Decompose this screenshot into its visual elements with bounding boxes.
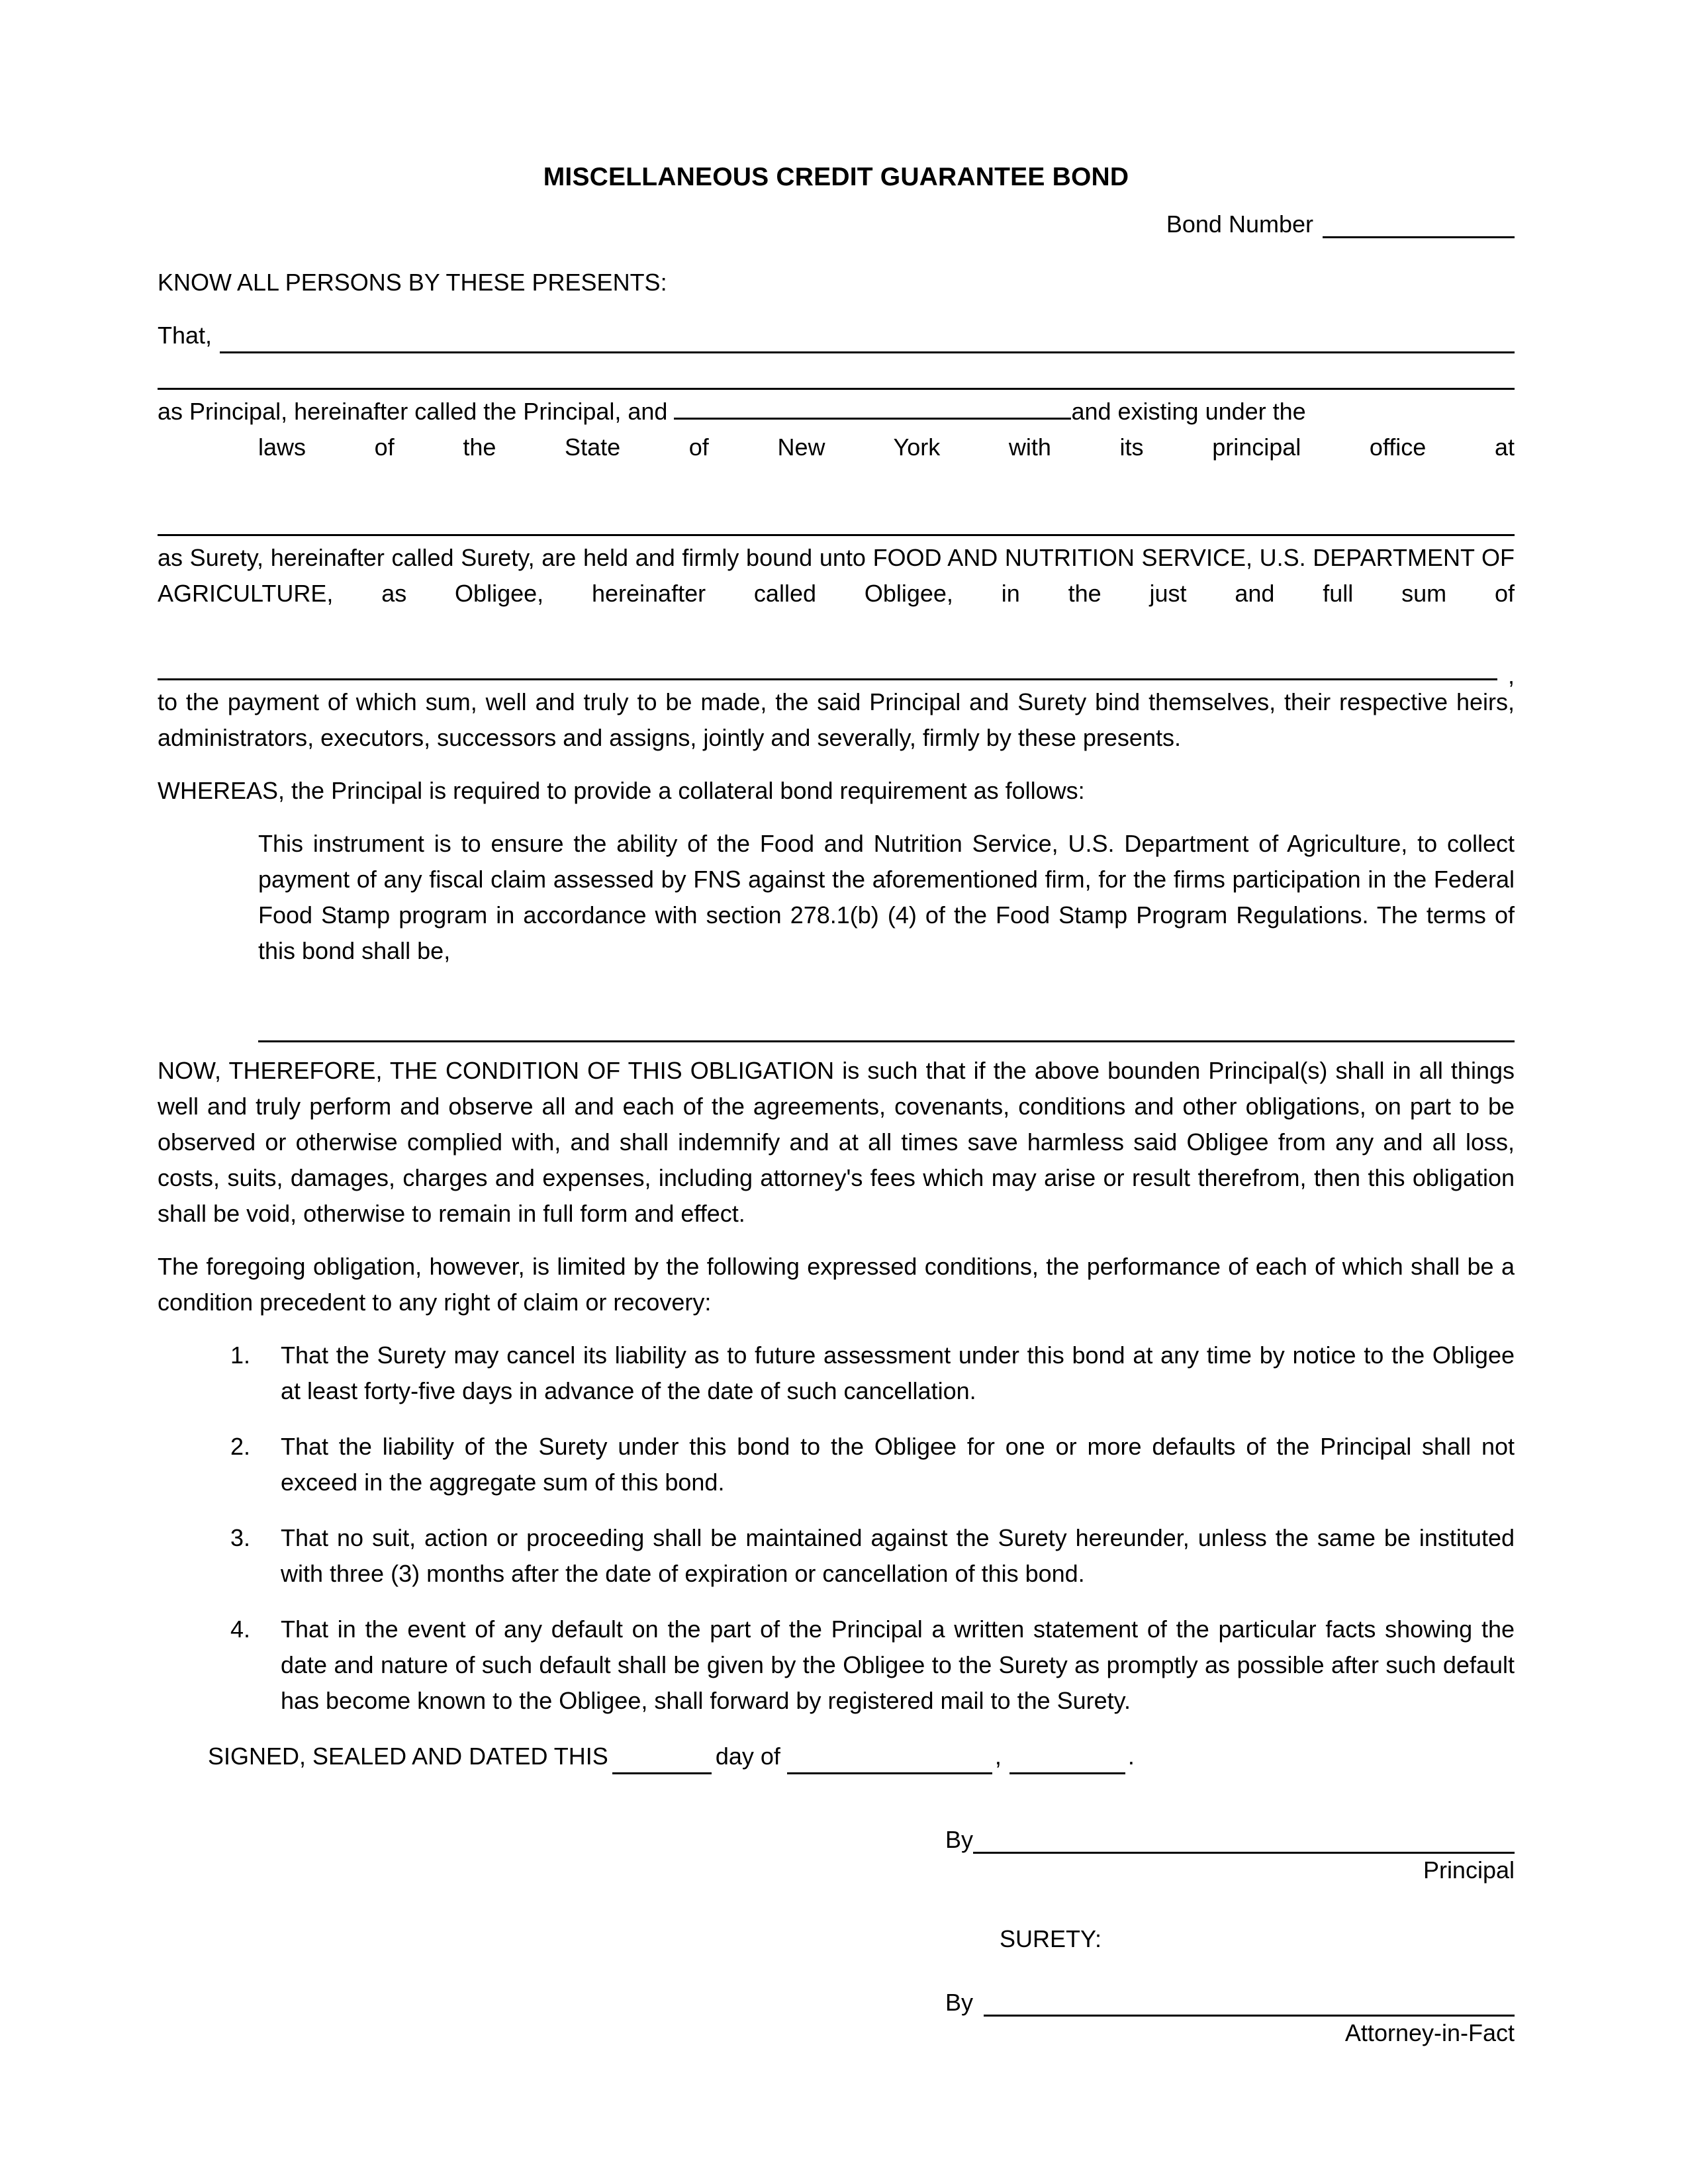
signed-dated-row — [208, 1739, 1515, 1774]
attorney-in-fact-caption: Attorney-in-Fact — [1344, 2019, 1515, 2046]
principal-caption: Principal — [1423, 1856, 1515, 1884]
principal-name-field[interactable] — [220, 324, 1515, 353]
page-title: MISCELLANEOUS CREDIT GUARANTEE BOND — [543, 163, 1129, 191]
principal-clause-prefix: as Principal, hereinafter called the Principal, and — [158, 397, 668, 425]
surety-name-field[interactable] — [674, 398, 1071, 420]
that-row — [158, 318, 1515, 353]
bond-terms-field[interactable] — [258, 1011, 1515, 1042]
document-content — [158, 162, 1515, 2047]
opening-statement: KNOW ALL PERSONS BY THESE PRESENTS: — [158, 268, 667, 296]
condition-text: That the Surety may cancel its liability as to future assessment under this bond at any time by notice to the Obligee at least forty-five days in advance of the date of such cancellation. — [281, 1341, 1515, 1404]
list-item — [158, 1520, 1515, 1592]
principal-clause-line2: laws of the State of New York with its principal office at — [258, 433, 1515, 461]
whereas-clause: WHEREAS, the Principal is required to provide a collateral bond requirement as follows: — [158, 776, 1085, 804]
bond-number-row — [158, 210, 1515, 238]
surety-by-row — [945, 1989, 1515, 2017]
condition-text: That in the event of any default on the part of the Principal a written statement of the particular facts showing the date and nature of such default shall be given by the Obligee to the Surety as promptly as possible after such default has become known to the Obligee, shall forward by registered mail to the Surety. — [281, 1615, 1515, 1714]
surety-signature-block — [158, 1989, 1515, 2047]
bond-sum-field[interactable] — [158, 678, 1497, 680]
principal-name-field-line2[interactable] — [158, 359, 1515, 390]
surety-clause: as Surety, hereinafter called Surety, are held and firmly bound unto FOOD AND NUTRITION SERVICE, U.S. DEPARTMENT OF AGRICULTURE, as Obligee, hereinafter called Obligee, in the just and full sum of — [158, 543, 1515, 607]
principal-clause-suffix: and existing under the — [1071, 397, 1306, 425]
surety-heading: SURETY: — [1000, 1925, 1102, 1952]
that-label: That, — [158, 321, 212, 349]
foregoing-clause: The foregoing obligation, however, is limited by the following expressed conditions, the performance of each of which shall be a condition precedent to any right of claim or recovery: — [158, 1252, 1515, 1316]
signed-day-field[interactable] — [612, 1750, 712, 1774]
signed-day-of-label: day of — [715, 1742, 780, 1770]
surety-signature-field[interactable] — [984, 1992, 1515, 2017]
signed-prefix-label: SIGNED, SEALED AND DATED THIS — [208, 1742, 608, 1770]
instrument-clause: This instrument is to ensure the ability of the Food and Nutrition Service, U.S. Department of Agriculture, to collect payment of any fiscal claim assessed by FNS against the aforementioned firm, for the firms participation in the Federal Food Stamp program in accordance with section 278.1(b) (4) of the Food Stamp Program Regulations. The terms of this bond shall be, — [258, 829, 1515, 964]
signed-year-field[interactable] — [1009, 1750, 1125, 1774]
principal-office-field[interactable] — [158, 505, 1515, 536]
list-item — [158, 1612, 1515, 1719]
conditions-list — [158, 1338, 1515, 1719]
principal-signature-field[interactable] — [973, 1829, 1515, 1854]
payment-clause: to the payment of which sum, well and truly to be made, the said Principal and Surety bind themselves, their respective heirs, administrators, executors, successors and assigns, jointly and severally, firmly by these presents. — [158, 688, 1515, 751]
condition-number: 2. — [230, 1432, 251, 1460]
list-item — [158, 1429, 1515, 1500]
principal-by-row — [945, 1826, 1515, 1854]
signed-period: . — [1127, 1742, 1135, 1770]
signed-comma: , — [994, 1742, 1002, 1770]
surety-by-label: By — [945, 1988, 974, 2016]
bond-sum-comma: , — [1507, 661, 1515, 689]
now-therefore-clause: NOW, THEREFORE, THE CONDITION OF THIS OBLIGATION is such that if the above bounden Principal(s) shall in all things well and truly perform and observe all and each of the agreements, covenants, conditions and other obligations, on part to be observed or otherwise complied with, and shall indemnify and at all times save harmless said Obligee from any and all loss, costs, suits, damages, charges and expenses, including attorney's fees which may arise or result therefrom, then this obligation shall be void, otherwise to remain in full form and effect. — [158, 1056, 1515, 1227]
condition-text: That the liability of the Surety under this bond to the Obligee for one or more defaults of the Principal shall not exceed in the aggregate sum of this bond. — [281, 1432, 1515, 1496]
bond-sum-field-row — [158, 651, 1515, 689]
condition-number: 3. — [230, 1524, 251, 1551]
bond-number-field[interactable] — [1323, 216, 1515, 238]
bond-number-label: Bond Number — [1166, 210, 1313, 238]
signed-month-field[interactable] — [787, 1750, 992, 1774]
principal-signature-block — [158, 1826, 1515, 1884]
condition-number: 1. — [230, 1341, 251, 1369]
condition-number: 4. — [230, 1615, 251, 1643]
condition-text: That no suit, action or proceeding shall be maintained against the Surety hereunder, unless the same be instituted with three (3) months after the date of expiration or cancellation of this bond. — [281, 1524, 1515, 1587]
principal-by-label: By — [945, 1825, 974, 1853]
list-item — [158, 1338, 1515, 1409]
principal-clause-line1 — [158, 394, 1515, 430]
